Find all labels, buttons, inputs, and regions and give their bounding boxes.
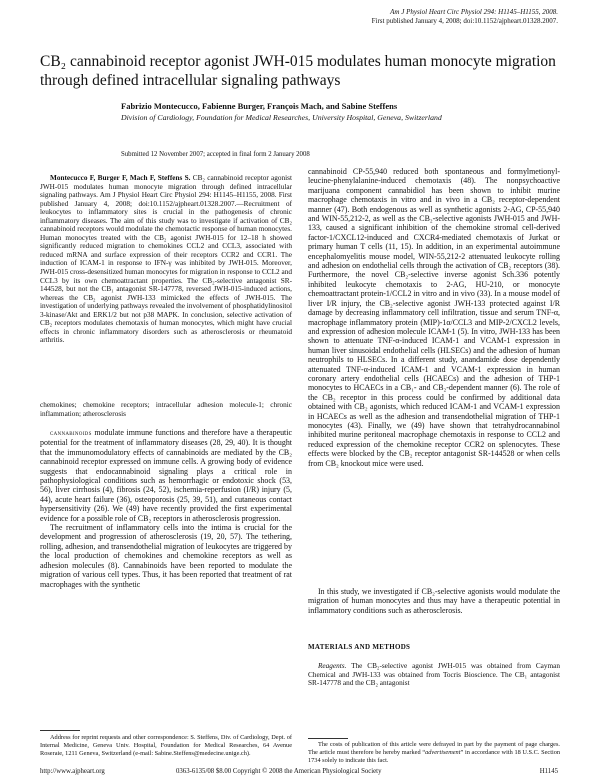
- footnote-rule: [308, 738, 348, 739]
- affiliation: Division of Cardiology, Foundation for Medical Researches, University Hospital, Geneva, Switzerland: [121, 113, 442, 122]
- page-charges-text: The costs of publication of this article were defrayed in part by the payment of page charges. The article must therefore be hereby marked “: [308, 741, 560, 756]
- page-number: H1145: [539, 768, 558, 775]
- intro-paragraph-1: modulate immune functions and therefore have a therapeutic potential for the treatment of inflammatory diseases (28, 29, 40). It is thought that the immunomodulatory effects of cannabinoids are mediated by the CB₂ cannabinoid receptor expressed on immune cells. A growing body of evidence suggests that endocannabinoid signaling plays a critical role in pathophysiological conditions such as hemorrhagic or endotoxic shock (53, 56), liver cirrhosis (4), fibrosis (24, 52), ischemia-reperfusion (I/R) injury (5, 44), acute heart failure (36), osteoporosis (25, 39, 51), and cutaneous contact hypersensitivity (26). We (49) have recently provided the first experimental evidence for a possible role of CB₂ receptors in atherosclerosis progression.: [40, 428, 292, 523]
- intro-paragraph-2: The recruitment of inflammatory cells into the intima is crucial for the development and progression of atherosclerosis (19, 20, 57). The tethering, rolling, adhesion, and transendothelial migration of leukocytes are triggered by the local production of chemokines and chemokine receptors as well as adhesion molecules (8). Cannabinoids have been reported to modulate the migration of various cell types. Thus, it has been reported that treatment of rat macrophages with the synthetic: [40, 523, 292, 589]
- abstract: [40, 174, 292, 345]
- reagents-paragraph: [308, 662, 560, 688]
- correspondence-footnote: [40, 730, 292, 757]
- author-list: Fabrizio Montecucco, Fabienne Burger, François Mach, and Sabine Steffens: [121, 101, 398, 111]
- journal-url[interactable]: http://www.ajpheart.org: [40, 768, 105, 775]
- advertisement-word: advertisement: [425, 748, 461, 756]
- reagents-label: Reagents.: [318, 662, 347, 670]
- footnote-rule: [40, 730, 80, 731]
- doi-line: First published January 4, 2008; doi:10.1152/ajpheart.01328.2007.: [371, 17, 558, 25]
- abstract-text: CB₂ cannabinoid receptor agonist JWH-015 modulates human monocyte migration through defined intracellular signaling pathways. Am J Physiol Heart Circ Physiol 294: H1145–H1155, 2008. First published January 4, 2008; doi:10.1152/ajpheart.01328.2007.—Recruitment of leukocytes to inflammatory sites is crucial in the pathogenesis of chronic inflammatory diseases. The aim of this study was to investigate if activation of CB₂ cannabinoid receptors would modulate the chemotactic response of human monocytes. Human monocytes treated with the CB₂ agonist JWH-015 for 12–18 h showed significantly reduced migration to chemokines CCL2 and CCL3, associated with reduced mRNA and surface expression of their receptors CCR2 and CCR1. The induction of ICAM-1 in response to IFN-γ was inhibited by JWH-015. Moreover, JWH-015 cross-desensitized human monocytes for migration in response to CCL2 and CCL3 by its own chemoattractant properties. The CB₂-selective antagonist SR-144528, but not the CB₁ antagonist SR-147778, reversed JWH-015-induced actions, whereas the CB₂ agonist JWH-133 mimicked the effects of JWH-015. The investigation of underlying pathways revealed the involvement of phosphatidylinositol 3-kinase/Akt and ERK1/2 but not p38 MAPK. In conclusion, selective activation of CB₂ receptors modulates chemotaxis of human monocytes, which might have crucial effects in chronic inflammatory disorders such as atherosclerosis or rheumatoid arthritis.: [40, 174, 293, 345]
- intro-lead-word: cannabinoids: [50, 430, 92, 437]
- section-heading-methods: MATERIALS AND METHODS: [308, 643, 411, 651]
- page-charges-text-end: ” in accordance with 18 U.S.C. Section 1734 solely to indicate this fact.: [308, 748, 560, 764]
- article-title: CB₂ cannabinoid receptor agonist JWH-015 modulates human monocyte migration through defined intracellular signaling pathways: [40, 53, 556, 89]
- study-aim-paragraph: In this study, we investigated if CB₂-selective agonists would modulate the migration of human monocytes and thus may have a therapeutic potential in inflammatory conditions such as atherosclerosis.: [308, 587, 560, 615]
- correspondence-text: Address for reprint requests and other correspondence: S. Steffens, Div. of Cardiology, Dept. of Internal Medicine, Geneva Univ. Hospital, Foundation for Medical Researches, 64 Avenue Roseraie, 1211 Geneva, Switzerland (e-mail: Sabine.Steffens@medecine.unige.ch).: [40, 734, 292, 757]
- introduction: [40, 428, 292, 589]
- journal-citation: Am J Physiol Heart Circ Physiol 294: H1145–H1155, 2008.: [390, 8, 558, 16]
- intro-continued: cannabinoid CP-55,940 reduced both spontaneous and formylmetionyl-leucine-phenylalanine-induced chemotaxis (48). The nonpsychoactive marijuana component cannabidiol has been shown to inhibit murine macrophage chemotaxis in vitro and in vivo in a CB₂ receptor-dependent manner (47). Both endogenous as well as synthetic agonists 2-AG, CP-55,940 and WIN-55,212-2, as well as the CB₂-selective agonists JWH-015 and JWH-133, caused a significant inhibition of the chemokine stromal cell-derived factor-1/CXCL12-induced and CXCR4-mediated chemotaxis of Jurkat or primary human T cells (11, 15). In addition, in an experimental autoimmune encephalomyelitis mouse model, WIN-55,212-2 attenuated leukocyte rolling and adhesion on endothelial cells through the activation of CB₂ receptors (38). Furthermore, the novel CB₂-selective inverse agonist Sch.336 potently inhibited leukocyte chemotaxis to 2-AG, HU-210, or monocyte chemoattractant protein-1/CCL2 in vitro and in vivo (33). In a mouse model of liver I/R injury, the CB₂-selective agonist JWH-133 protected against I/R damage by decreasing inflammatory cell infiltration, tissue and serum TNF-α, macrophage inflammatory protein (MIP)-1α/CCL3 and MIP-2/CXCL2 levels, and expression of adhesion molecule ICAM-1 (5). In vitro, JWH-133 has been shown to attenuate TNF-α-induced ICAM-1 and VCAM-1 expression in human liver sinusoidal endothelial cells (HLSECs) and the adhesion of human neutrophils to HLSECs. In a different study, anandamide dose dependently attenuated TNF-α-induced ICAM-1 and VCAM-1 expression in human coronary artery endothelial cells (HCAECs) and the adhesion of THP-1 monocytes to HCAECs in a CB₁- and CB₂-dependent manner (6). The role of the CB₂ receptor in this process could be confirmed by additional data obtained with CB₂ agonists, which reduced ICAM-1 and VCAM-1 expression in HCAECs as well as the adhesion and transendothelial migration of THP-1 monocytes (43). Finally, we (49) have shown that tetrahydrocannabinol inhibited murine peritoneal macrophage chemotaxis in response to CCL2 and reduced expression of the chemokine receptor CCR2 on splenocytes. These effects were blocked by the CB₂ receptor antagonist SR-144528 or when cells from CB₂ knockout mice were used.: [308, 167, 560, 468]
- submission-dates: Submitted 12 November 2007; accepted in final form 2 January 2008: [121, 151, 310, 158]
- abstract-citation-authors: Montecucco F, Burger F, Mach F, Steffens S.: [50, 174, 191, 182]
- copyright-line: 0363-6135/08 $8.00 Copyright © 2008 the American Physiological Society: [176, 768, 382, 775]
- journal-header: [198, 8, 558, 26]
- reagents-text: The CB₂-selective agonist JWH-015 was obtained from Cayman Chemical and JWH-133 was obtained from Tocris Bioscience. The CB₁ antagonist SR-147778 and the CB₂ antagonist: [308, 662, 560, 688]
- page-charges-footnote: [308, 738, 560, 764]
- keywords: chemokines; chemokine receptors; intracellular adhesion molecule-1; chronic inflammation; atherosclerosis: [40, 401, 292, 418]
